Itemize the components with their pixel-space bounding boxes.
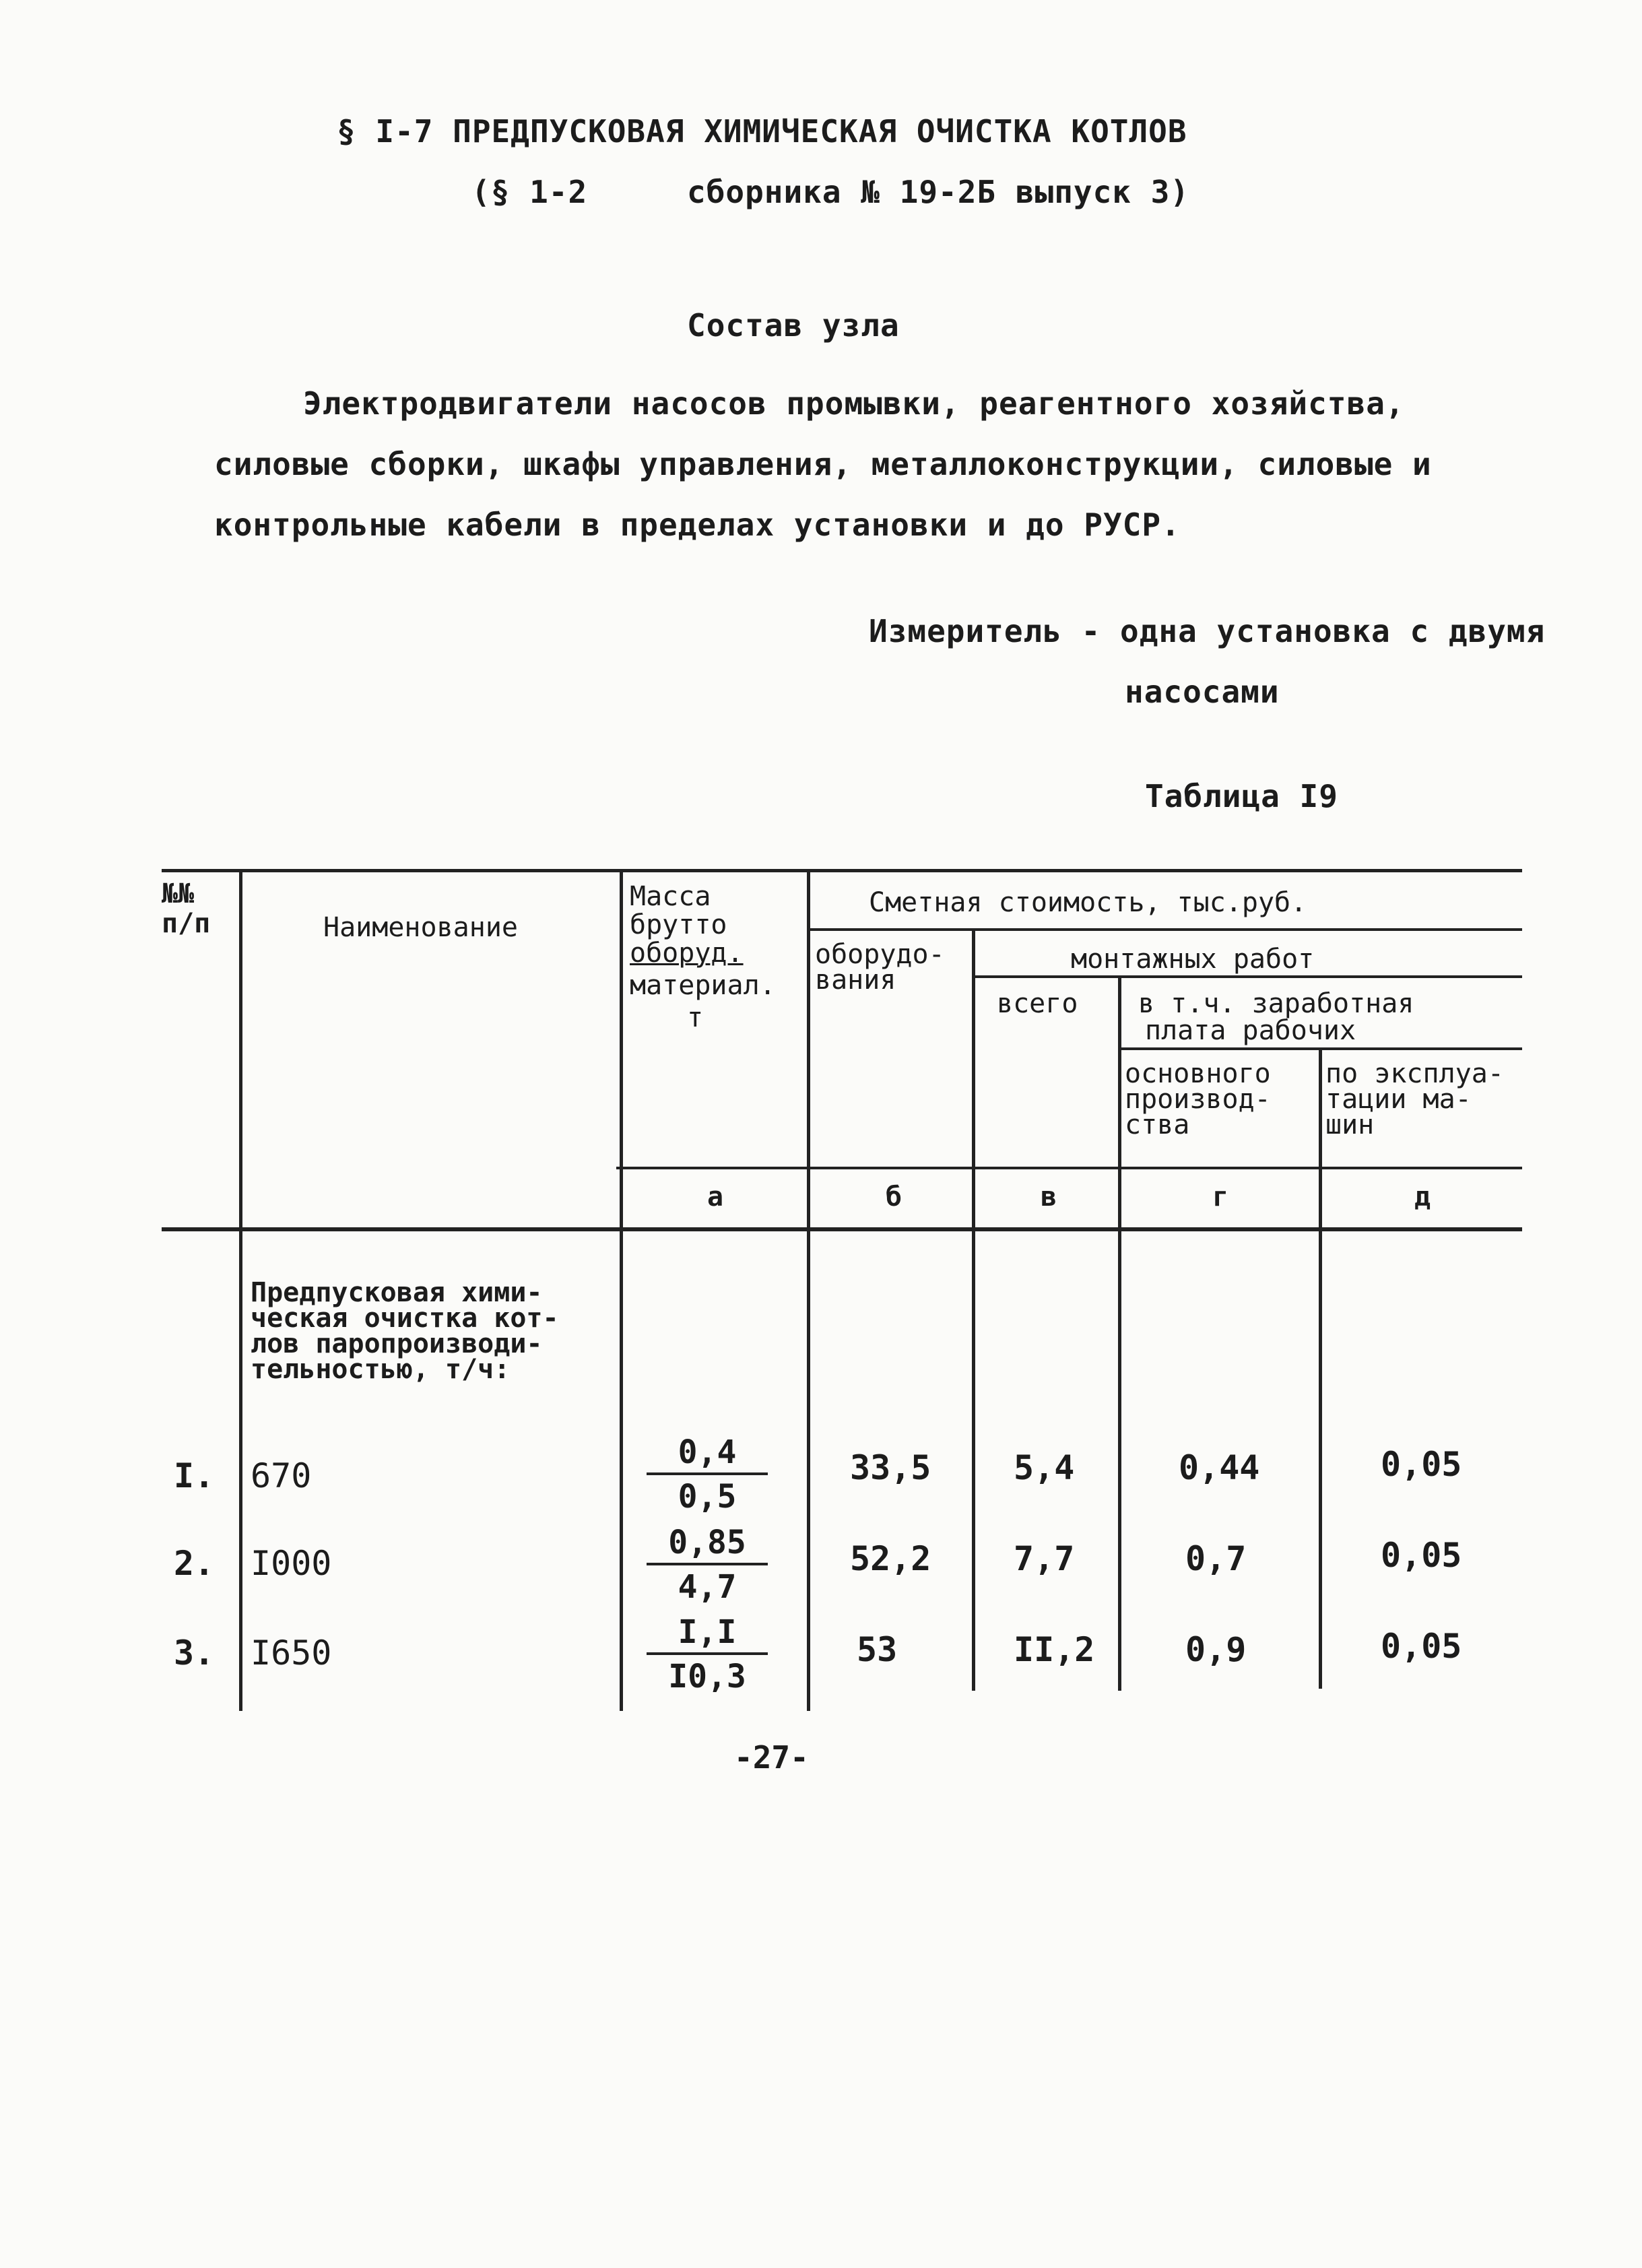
header-main-production: основного производ- ства xyxy=(1125,1058,1271,1140)
table-label: Таблица I9 xyxy=(1145,778,1338,814)
table-top-rule xyxy=(162,869,1522,872)
page-number: -27- xyxy=(734,1739,809,1776)
meter-line-2: насосами xyxy=(1125,674,1280,710)
row-name: 670 xyxy=(251,1456,312,1495)
row-equipment: 33,5 xyxy=(850,1448,931,1487)
row-machines: 0,05 xyxy=(1381,1536,1462,1575)
header-wage-group: в т.ч. заработная плата рабочих xyxy=(1138,988,1414,1046)
row-total: 5,4 xyxy=(1014,1448,1075,1487)
row-machines: 0,05 xyxy=(1381,1445,1462,1484)
install-group-rule xyxy=(973,975,1522,978)
col-divider-1 xyxy=(239,869,242,1711)
row-equipment: 53 xyxy=(857,1630,898,1669)
row-name: I650 xyxy=(251,1633,332,1673)
header-cost-group: Сметная стоимость, тыс.руб. xyxy=(869,887,1307,918)
letter-a: а xyxy=(707,1181,724,1212)
meter-line-1: Измеритель - одна установка с двумя xyxy=(869,613,1546,649)
section-ref: сборника № 19-2Б выпуск 3) xyxy=(687,174,1190,210)
header-machines: по эксплуа- тации ма- шин xyxy=(1325,1058,1504,1140)
header-equipment: оборудо- вания xyxy=(815,939,945,996)
row-num: 3. xyxy=(174,1633,215,1673)
header-install-group: монтажных работ xyxy=(1071,944,1315,975)
header-name: Наименование xyxy=(323,912,518,943)
letters-top-rule xyxy=(616,1167,1522,1169)
row-main-production: 0,44 xyxy=(1179,1448,1260,1487)
row-total: 7,7 xyxy=(1014,1539,1075,1578)
col-divider-2 xyxy=(620,869,623,1711)
row-machines: 0,05 xyxy=(1381,1627,1462,1666)
composition-heading: Состав узла xyxy=(687,307,900,344)
header-bottom-rule xyxy=(162,1227,1522,1231)
composition-line-3: контрольные кабели в пределах установки и до РУСР. xyxy=(214,507,1181,543)
col-divider-3 xyxy=(807,869,810,1711)
letter-v: в xyxy=(1041,1181,1057,1212)
col-divider-5 xyxy=(1118,977,1121,1691)
header-num: №№ п/п xyxy=(162,878,211,939)
col-divider-4 xyxy=(972,930,975,1691)
row-main-production: 0,7 xyxy=(1185,1539,1247,1578)
row-equipment: 52,2 xyxy=(850,1539,931,1578)
row-main-production: 0,9 xyxy=(1185,1630,1247,1669)
composition-line-2: силовые сборки, шкафы управления, металлоконструкции, силовые и xyxy=(214,446,1432,482)
row-mass: $\frac{0,4}{0,5}$ xyxy=(647,1433,768,1516)
row-name: I000 xyxy=(251,1544,332,1583)
col-divider-6 xyxy=(1319,1049,1322,1689)
header-mass: Масса брутто оборуд. материал. т xyxy=(630,881,776,1033)
row-num: I. xyxy=(174,1456,215,1495)
letter-d: д xyxy=(1414,1181,1431,1212)
letter-b: б xyxy=(886,1181,902,1212)
row-mass: $\frac{I,I}{I0,3}$ xyxy=(647,1613,768,1695)
cost-group-rule xyxy=(808,928,1522,931)
letter-g: г xyxy=(1212,1181,1229,1212)
section-title: § I-7 ПРЕДПУСКОВАЯ ХИМИЧЕСКАЯ ОЧИСТКА КОТЛОВ xyxy=(337,113,1187,150)
composition-line-1: Электродвигатели насосов промывки, реагентного хозяйства, xyxy=(303,385,1405,422)
header-total: всего xyxy=(997,988,1078,1019)
group-label: Предпусковая хими- ческая очистка кот- лов паропроизводи- тельностью, т/ч: xyxy=(251,1277,559,1385)
section-ref-prefix: (§ 1-2 xyxy=(471,174,588,210)
row-num: 2. xyxy=(174,1544,215,1583)
row-total: II,2 xyxy=(1014,1630,1095,1669)
row-mass: $\frac{0,85}{4,7}$ xyxy=(647,1524,768,1606)
